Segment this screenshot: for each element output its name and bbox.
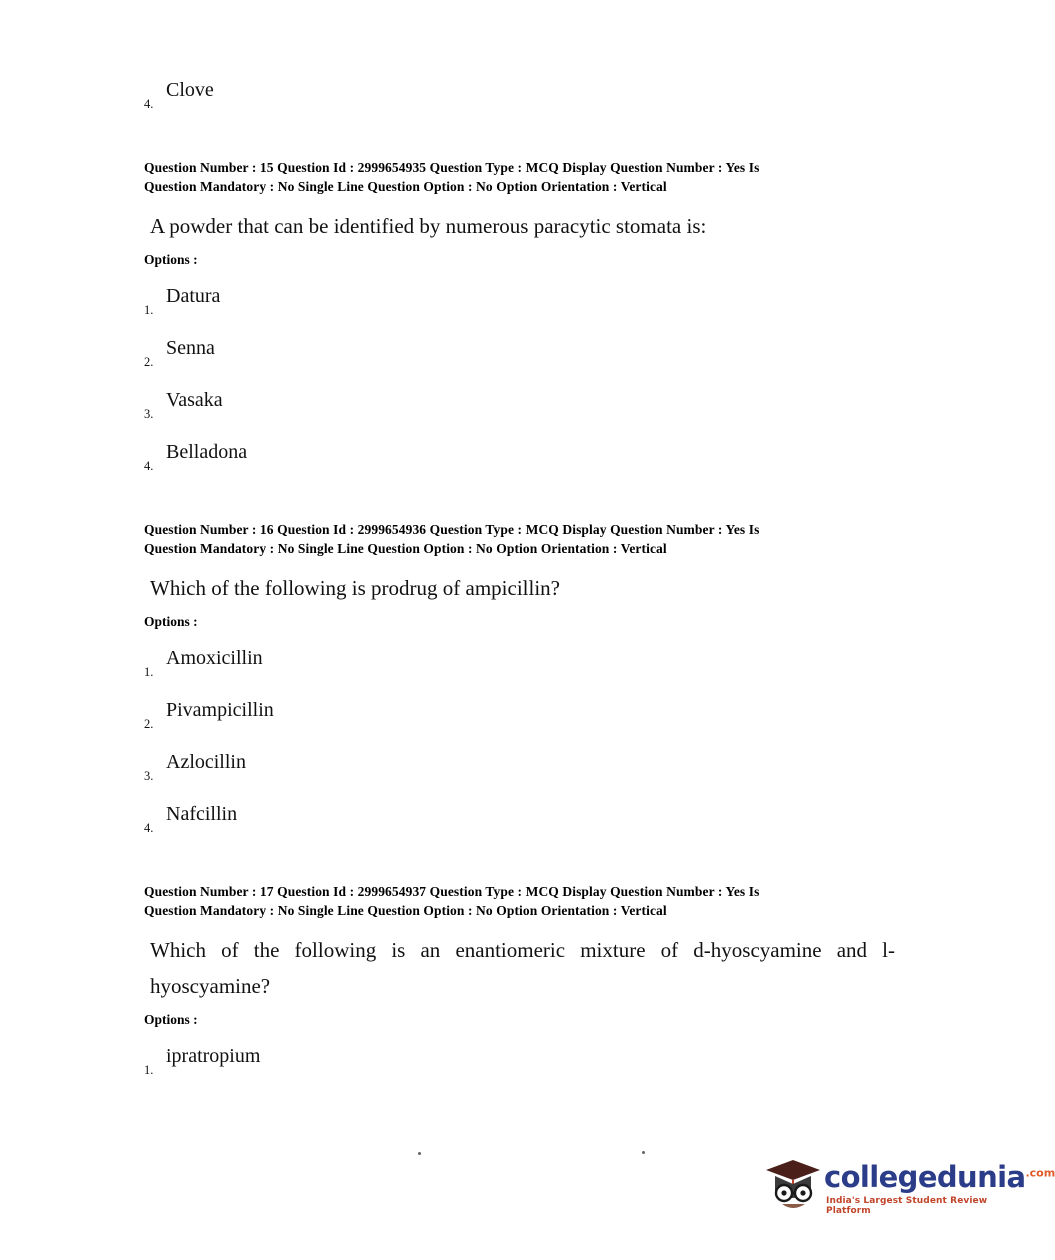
question-block-16 bbox=[144, 520, 884, 838]
option-text: ipratropium bbox=[166, 1045, 261, 1067]
question-meta bbox=[144, 158, 884, 196]
trailing-option-block bbox=[144, 0, 884, 114]
question-meta bbox=[144, 882, 884, 920]
options-label: Options : bbox=[144, 1012, 198, 1027]
question-meta-line-1: Question Number : 16 Question Id : 2999654936 Question Type : MCQ Display Question Number : Yes Is bbox=[144, 522, 760, 537]
options-label: Options : bbox=[144, 252, 198, 267]
option-number: 3. bbox=[144, 769, 154, 783]
question-text: A powder that can be identified by numerous paracytic stomata is: bbox=[150, 214, 707, 238]
option-text: Pivampicillin bbox=[166, 699, 274, 721]
list-item[interactable] bbox=[144, 698, 884, 734]
question-meta bbox=[144, 520, 884, 558]
option-number: 4. bbox=[144, 821, 154, 835]
question-meta-line-2: Question Mandatory : No Single Line Question Option : No Option Orientation : Vertical bbox=[144, 541, 667, 556]
option-number: 2. bbox=[144, 355, 154, 369]
option-text: Nafcillin bbox=[166, 803, 238, 825]
option-text: Belladona bbox=[166, 441, 248, 463]
question-meta-line-2: Question Mandatory : No Single Line Question Option : No Option Orientation : Vertical bbox=[144, 179, 667, 194]
list-item bbox=[144, 78, 884, 114]
brand-suffix: .com bbox=[1025, 1166, 1055, 1180]
document-content bbox=[144, 0, 895, 1080]
question-block-15 bbox=[144, 158, 884, 476]
collegedunia-watermark bbox=[762, 1148, 1055, 1220]
option-text: Amoxicillin bbox=[166, 647, 263, 669]
options-label: Options : bbox=[144, 614, 198, 629]
question-text: Which of the following is prodrug of ampicillin? bbox=[150, 576, 560, 600]
list-item[interactable] bbox=[144, 802, 884, 838]
option-number: 1. bbox=[144, 665, 154, 679]
option-number: 1. bbox=[144, 1063, 154, 1077]
option-number: 4. bbox=[144, 97, 154, 111]
option-text: Clove bbox=[166, 79, 214, 101]
option-text: Datura bbox=[166, 285, 221, 307]
option-number: 1. bbox=[144, 303, 154, 317]
page-artifact-dot bbox=[642, 1151, 645, 1154]
question-block-17 bbox=[144, 882, 895, 1080]
option-number: 2. bbox=[144, 717, 154, 731]
list-item[interactable] bbox=[144, 388, 884, 424]
spacer bbox=[144, 114, 884, 158]
list-item[interactable] bbox=[144, 440, 884, 476]
list-item[interactable] bbox=[144, 284, 884, 320]
brand-name: collegedunia bbox=[824, 1160, 1026, 1194]
spacer bbox=[144, 476, 884, 520]
list-item[interactable] bbox=[144, 336, 884, 372]
spacer bbox=[144, 838, 884, 882]
option-number: 3. bbox=[144, 407, 154, 421]
option-text: Azlocillin bbox=[166, 751, 246, 773]
option-text: Vasaka bbox=[166, 389, 223, 411]
question-meta-line-1: Question Number : 15 Question Id : 2999654935 Question Type : MCQ Display Question Number : Yes Is bbox=[144, 160, 760, 175]
question-meta-line-2: Question Mandatory : No Single Line Question Option : No Option Orientation : Vertical bbox=[144, 903, 667, 918]
list-item[interactable] bbox=[144, 750, 884, 786]
option-number: 4. bbox=[144, 459, 154, 473]
brand-tagline: India's Largest Student Review Platform bbox=[826, 1196, 988, 1216]
collegedunia-wordmark bbox=[824, 1160, 1055, 1194]
graduate-mascot-icon bbox=[762, 1152, 824, 1214]
list-item[interactable] bbox=[144, 1044, 884, 1080]
question-text: Which of the following is an enantiomeric mixture of d-hyoscyamine and l-hyoscyamine? bbox=[150, 938, 895, 998]
list-item[interactable] bbox=[144, 646, 884, 682]
option-text: Senna bbox=[166, 337, 215, 359]
page-artifact-dot bbox=[418, 1152, 421, 1155]
question-meta-line-1: Question Number : 17 Question Id : 2999654937 Question Type : MCQ Display Question Number : Yes Is bbox=[144, 884, 760, 899]
